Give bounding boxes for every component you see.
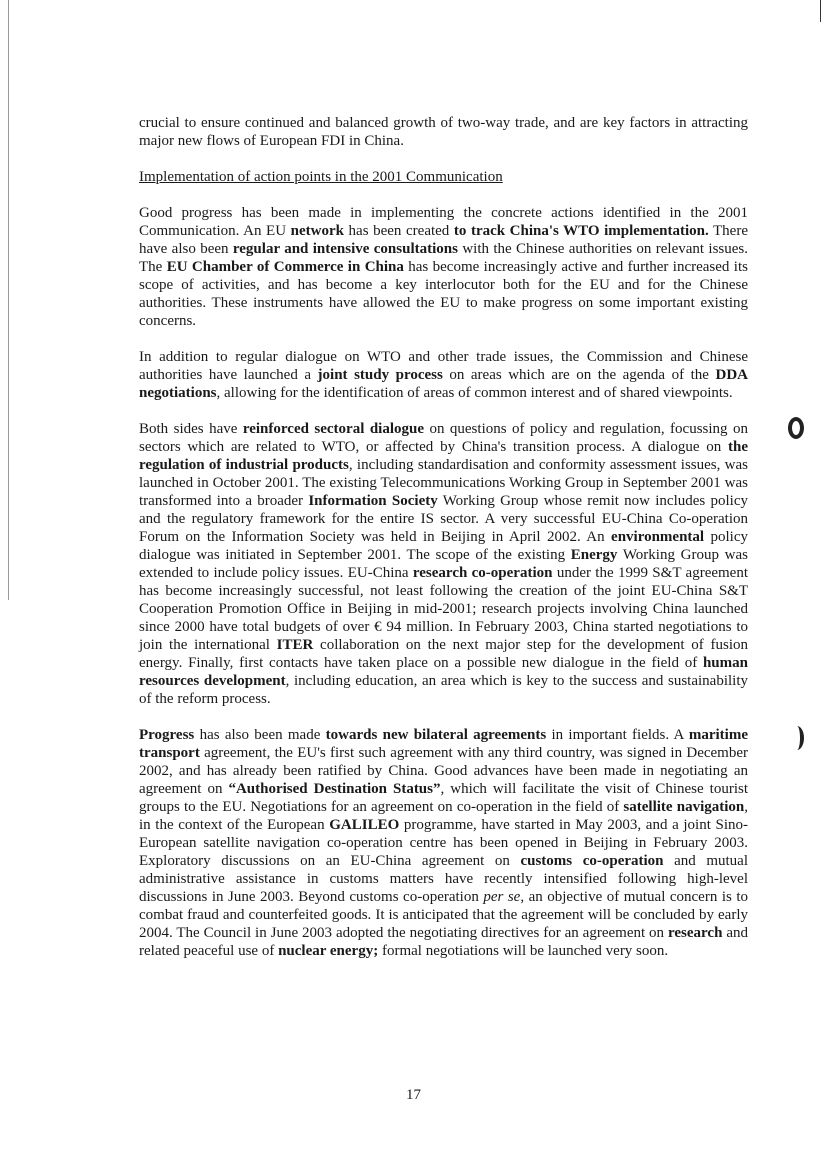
text-run: Working Group was extended to include policy issues. EU-China	[139, 547, 748, 581]
body-text	[139, 114, 748, 978]
binding-line	[8, 0, 9, 600]
bold-text: customs co-operation	[520, 853, 664, 869]
bold-text: Energy	[570, 547, 618, 563]
bold-text: the regulation of industrial products	[139, 439, 748, 473]
text-run: There have also been	[139, 223, 748, 257]
bold-text: EU Chamber of Commerce in China	[166, 259, 404, 275]
bold-text: network	[290, 223, 344, 239]
bold-text: research co-operation	[412, 565, 553, 581]
text-run: , including standardisation and conformity assessment issues, was launched in October 2001. The existing Telecommunications Working Group in September 2001 was transformed into a broader	[139, 457, 748, 509]
bold-text: Progress	[139, 727, 195, 743]
text-run: programme, have started in May 2003, and a joint Sino-European satellite navigation co-operation centre has been opened in Beijing in February 2003. Exploratory discussions on an EU-China agreement on	[139, 817, 748, 869]
bold-text: “Authorised Destination Status”	[228, 781, 441, 797]
bold-text: to track China's WTO implementation.	[453, 223, 709, 239]
text-run: and related peaceful use of	[139, 925, 748, 959]
bold-text: human resources development	[139, 655, 748, 689]
edge-mark-top-right	[820, 0, 821, 22]
page-number: 17	[406, 1087, 421, 1103]
paragraph	[139, 420, 748, 708]
bold-text: Information Society	[308, 493, 438, 509]
bold-text: ITER	[276, 637, 314, 653]
text-run: , which will facilitate the visit of Chinese tourist groups to the EU. Negotiations for an agreement on co-operation in the field of	[139, 781, 749, 815]
section-heading	[139, 168, 748, 186]
text-run: Good progress has been made in implementing the concrete actions identified in the 2001 Communication. An EU	[139, 205, 748, 239]
bold-text: joint study process	[317, 367, 443, 383]
text-run: In addition to regular dialogue on WTO and other trade issues, the Commission and Chinese authorities have launched a	[139, 349, 748, 383]
text-run: , in the context of the European	[139, 799, 748, 833]
text-run: on areas which are on the agenda of the	[442, 367, 716, 383]
bold-text: environmental	[611, 529, 705, 545]
text-run: crucial to ensure continued and balanced growth of two-way trade, and are key factors in attracting major new flows of European FDI in China.	[139, 115, 748, 149]
text-run: agreement, the EU's first such agreement with any third country, was signed in December 2002, and has already been ratified by China. Good advances have been made in negotiating an agreement on	[139, 745, 748, 797]
bold-text: reinforced sectoral dialogue	[242, 421, 424, 437]
text-run: with the Chinese authorities on relevant issues. The	[139, 241, 749, 275]
italic-text: per se	[483, 889, 521, 905]
paragraph	[139, 114, 748, 150]
text-run: on questions of policy and regulation, focussing on sectors which are related to WTO, or affected by China's transition process. A dialogue on	[139, 421, 748, 455]
text-run: in important fields. A	[546, 727, 689, 743]
bold-text: research	[667, 925, 723, 941]
bold-text: regular and intensive consultations	[232, 241, 458, 257]
text-run: and mutual administrative assistance in customs matters have recently intensified following high-level discussions in June 2003. Beyond customs co-operation	[139, 853, 748, 905]
text-run: has also been made	[194, 727, 326, 743]
bold-text: towards new bilateral agreements	[325, 727, 547, 743]
bold-text: GALILEO	[329, 817, 400, 833]
bold-text: maritime transport	[139, 727, 748, 761]
text-run: , including education, an area which is key to the success and sustainability of the reform process.	[139, 673, 748, 707]
text-run: Implementation of action points in the 2001 Communication	[139, 169, 503, 185]
paragraph	[139, 204, 748, 330]
bold-text: nuclear energy;	[278, 943, 379, 959]
text-run: Working Group whose remit now includes policy and the regulatory framework for the entire IS sector. A very successful EU-China Co-operation Forum on the Information Society was held in Beijing in April 2002. An	[139, 493, 749, 545]
text-run: formal negotiations will be launched very soon.	[378, 943, 669, 959]
text-run: has become increasingly active and further increased its scope of activities, and has become a key interlocutor both for the EU and for the Chinese authorities. These instruments have allowed the EU to make progress on some important existing concerns.	[139, 259, 748, 329]
text-run: Both sides have	[139, 421, 243, 437]
text-run: has been created	[343, 223, 454, 239]
paragraph	[139, 726, 748, 960]
hole-punch-mark-upper	[788, 417, 804, 439]
text-run: collaboration on the next major step for the development of fusion energy. Finally, first contacts have taken place on a possible new dialogue in the field of	[139, 637, 748, 671]
hole-punch-mark-lower	[790, 726, 804, 750]
text-run: , an objective of mutual concern is to combat fraud and counterfeited goods. It is anticipated that the agreement will be concluded by early 2004. The Council in June 2003 adopted the negotiating directives for an agreement on	[139, 889, 749, 941]
bold-text: DDA negotiations	[139, 367, 748, 401]
paragraph	[139, 348, 748, 402]
text-run: policy dialogue was initiated in September 2001. The scope of the existing	[139, 529, 748, 563]
text-run: , allowing for the identification of areas of common interest and of shared viewpoints.	[216, 385, 733, 401]
bold-text: satellite navigation	[623, 799, 745, 815]
text-run: under the 1999 S&T agreement has become increasingly successful, not least following the creation of the joint EU-China S&T Cooperation Promotion Office in Beijing in mid-2001; research projects involving China launched since 2000 have total budgets of over € 94 million. In February 2003, China started negotiations to join the international	[139, 565, 749, 653]
